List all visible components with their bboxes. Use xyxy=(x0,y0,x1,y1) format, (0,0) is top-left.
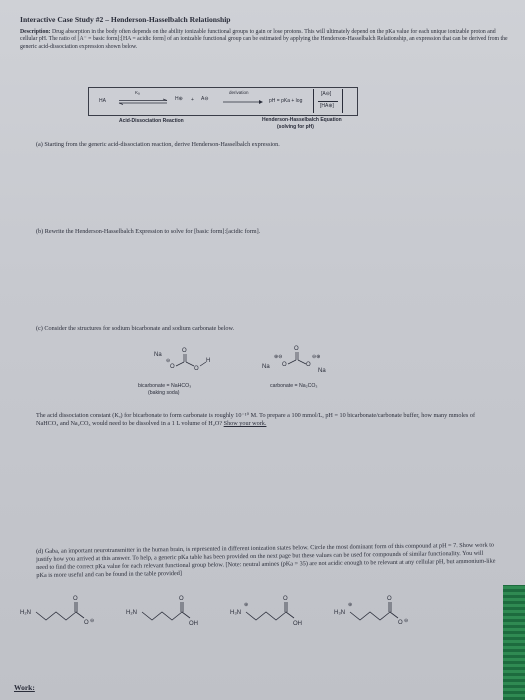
svg-text:O: O xyxy=(294,346,299,352)
page-title: Interactive Case Study #2 – Henderson-Hasselbalch Relationship xyxy=(20,15,231,24)
equation-figure xyxy=(88,87,358,116)
bicarbonate-caption-sub: (baking soda) xyxy=(148,390,180,396)
description-label: Description: xyxy=(20,29,51,35)
hh-log-ratio xyxy=(313,89,343,113)
derivation-arrow-icon xyxy=(223,100,263,105)
question-b: (b) Rewrite the Henderson-Hasselbalch Expression to solve for [basic form]:[acidic form]. xyxy=(36,228,261,235)
gaba-1-h2n: H₂N xyxy=(20,610,31,616)
gaba-structure-1 xyxy=(20,594,106,628)
svg-text:O: O xyxy=(194,366,199,372)
carbonate-na-right: Na xyxy=(318,368,326,374)
gaba-2-oh: OH xyxy=(189,621,198,627)
reaction-ha: HA xyxy=(99,98,106,104)
reaction-a-minus: A⊖ xyxy=(201,96,209,102)
reaction-plus: + xyxy=(191,97,194,103)
svg-text:O: O xyxy=(306,362,311,368)
svg-text:O: O xyxy=(73,596,78,602)
svg-text:O: O xyxy=(179,596,184,602)
question-c-text: The acid dissociation constant (Kₐ) for bicarbonate to form carbonate is roughly 10⁻¹⁰ M. To prepare a 100 mmol/L, pH = 10 bicarbonate/carbonate buffer, how many mmoles of NaHCO₃ and Na₂CO₃ would need to be dissolved in a 1 L volume of H₂O? xyxy=(36,412,476,427)
reaction-h-plus: H⊕ xyxy=(175,96,183,102)
question-a: (a) Starting from the generic acid-dissociation reaction, derive Henderson-Hasselbalch expression. xyxy=(36,141,280,148)
gaba-structure-4 xyxy=(334,594,424,628)
svg-text:O: O xyxy=(84,620,89,626)
gaba-4-h3n: H₃N xyxy=(334,610,346,616)
question-c-intro: (c) Consider the structures for sodium bicarbonate and sodium carbonate below. xyxy=(36,325,235,332)
question-d: (d) Gaba, an important neurotransmitter in the human brain, is represented in different ionization states below. Circle the most dominant form of this compound at pH = 7. Show work to justify how you arrived at this answer. To help, a generic pKa table has been provided on the next page but these values can be used for compounds of similar functionality. You will need to find the correct pKa value for each relevant functional group below. [Note: neutral amines (pKa = 35) are not acidic enough to be relevant at any cellular pH, but ammonium-like pKa is more useful and can be found in the table provided] xyxy=(36,541,496,579)
carbonate-structure xyxy=(258,346,338,382)
derivation-label: derivation xyxy=(229,90,249,95)
figure-label-right-sub: (solving for pH) xyxy=(277,124,314,130)
question-c-show-work: Show your work. xyxy=(223,420,267,427)
hh-equation-lhs: pH = pKa + log xyxy=(269,98,303,104)
bicarbonate-structure xyxy=(140,346,220,382)
equilibrium-arrow-icon xyxy=(119,99,169,105)
svg-text:⊖: ⊖ xyxy=(90,618,95,624)
carbonate-na-left: Na xyxy=(262,364,270,370)
gaba-structure-3 xyxy=(230,594,316,628)
svg-text:O: O xyxy=(282,362,287,368)
work-label: Work: xyxy=(14,683,35,692)
description-paragraph xyxy=(20,29,508,51)
svg-text:O: O xyxy=(387,596,392,602)
svg-text:⊖: ⊖ xyxy=(166,358,171,364)
svg-text:O: O xyxy=(182,348,187,354)
bicarbonate-h: H xyxy=(206,358,211,364)
svg-text:O: O xyxy=(170,364,175,370)
bicarbonate-na: Na xyxy=(154,352,162,358)
svg-text:O: O xyxy=(398,620,403,626)
description-text: Drug absorption in the body often depends on the ability ionizable functional groups to gain or lose protons. This will ultimately depend on the pKa value for each unique ionizable proton and cellular pH. The ratio of [A⁻ = basic form]:[HA = acidic form] of an ionizable functional group can be estimated by applying the Henderson-Hasselbalch Relationship, an expression that can be derived from the generic acid-dissociation expression shown below. xyxy=(20,29,508,50)
gaba-3-oh: OH xyxy=(293,621,302,627)
figure-label-right: Henderson-Hasselbalch Equation xyxy=(262,117,342,123)
background-edge xyxy=(503,585,525,700)
carbonate-caption: carbonate = Na₂CO₃ xyxy=(270,383,318,389)
svg-text:⊕⊖: ⊕⊖ xyxy=(274,354,283,360)
svg-text:⊕: ⊕ xyxy=(348,602,353,608)
gaba-2-h2n: H₂N xyxy=(126,610,137,616)
figure-label-left: Acid-Dissociation Reaction xyxy=(119,118,184,124)
gaba-3-h3n: H₃N xyxy=(230,610,242,616)
hh-denominator: [HA⊕] xyxy=(320,103,334,109)
svg-text:O: O xyxy=(283,596,288,602)
svg-text:⊖: ⊖ xyxy=(404,618,409,624)
bicarbonate-caption: bicarbonate = NaHCO₃ xyxy=(138,383,192,389)
gaba-structure-2 xyxy=(126,594,212,628)
reaction-ka: Kₐ xyxy=(135,90,140,95)
hh-numerator: [A⊖] xyxy=(321,91,332,97)
svg-text:⊖⊕: ⊖⊕ xyxy=(312,354,321,360)
question-c-body xyxy=(36,412,496,428)
svg-text:⊕: ⊕ xyxy=(244,602,249,608)
